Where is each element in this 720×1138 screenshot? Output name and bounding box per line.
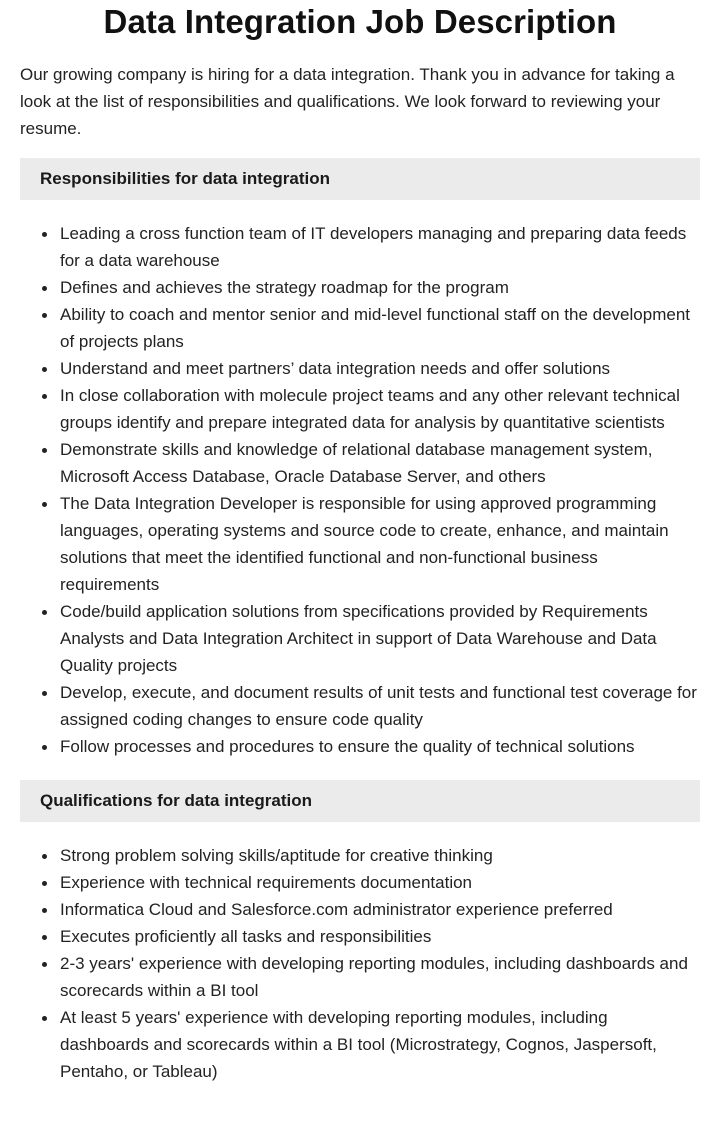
list-item: Defines and achieves the strategy roadmap for the program (60, 274, 700, 301)
list-item: In close collaboration with molecule project teams and any other relevant technical groups identify and prepare integrated data for analysis by quantitative scientists (60, 382, 700, 436)
list-item: Understand and meet partners’ data integration needs and offer solutions (60, 355, 700, 382)
intro-paragraph: Our growing company is hiring for a data integration. Thank you in advance for taking a look at the list of responsibilities and qualifications. We look forward to reviewing your resume. (20, 65, 675, 138)
page-title: Data Integration Job Description (103, 3, 617, 40)
list-item: Informatica Cloud and Salesforce.com administrator experience preferred (60, 896, 700, 923)
responsibilities-heading: Responsibilities for data integration (20, 158, 700, 200)
list-item: Demonstrate skills and knowledge of relational database management system, Microsoft Access Database, Oracle Database Server, and others (60, 436, 700, 490)
list-item: Develop, execute, and document results of unit tests and functional test coverage for assigned coding changes to ensure code quality (60, 679, 700, 733)
list-item: 2-3 years' experience with developing reporting modules, including dashboards and scorecards within a BI tool (60, 950, 700, 1004)
list-item: Experience with technical requirements documentation (60, 869, 700, 896)
qualifications-heading: Qualifications for data integration (20, 780, 700, 822)
list-item: Executes proficiently all tasks and responsibilities (60, 923, 700, 950)
responsibilities-list (20, 220, 700, 760)
list-item: Ability to coach and mentor senior and mid-level functional staff on the development of projects plans (60, 301, 700, 355)
list-item: Leading a cross function team of IT developers managing and preparing data feeds for a data warehouse (60, 220, 700, 274)
list-item: Follow processes and procedures to ensure the quality of technical solutions (60, 733, 700, 760)
list-item: The Data Integration Developer is responsible for using approved programming languages, operating systems and source code to create, enhance, and maintain solutions that meet the identified functional and non-functional business requirements (60, 490, 700, 598)
list-item: At least 5 years' experience with developing reporting modules, including dashboards and scorecards within a BI tool (Microstrategy, Cognos, Jaspersoft, Pentaho, or Tableau) (60, 1004, 700, 1085)
list-item: Code/build application solutions from specifications provided by Requirements Analysts and Data Integration Architect in support of Data Warehouse and Data Quality projects (60, 598, 700, 679)
list-item: Strong problem solving skills/aptitude for creative thinking (60, 842, 700, 869)
qualifications-list (20, 842, 700, 1085)
